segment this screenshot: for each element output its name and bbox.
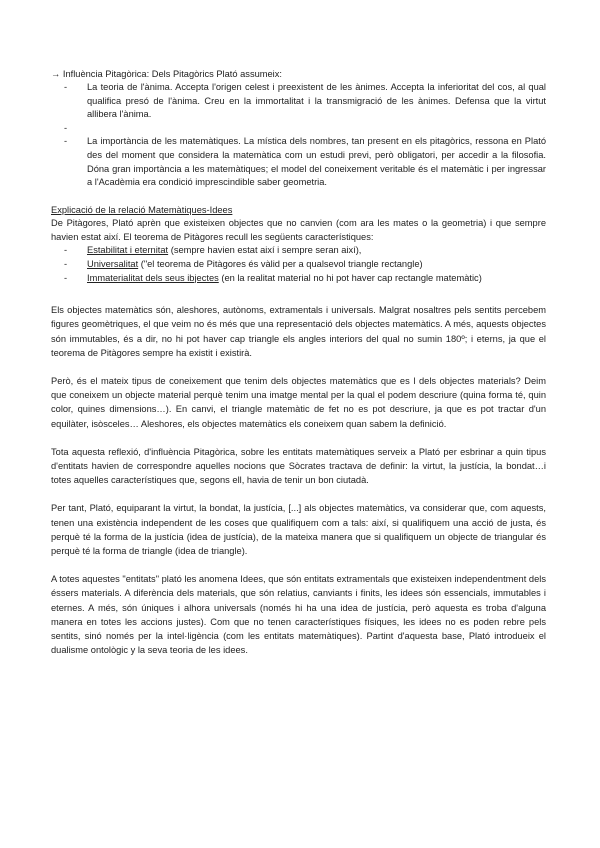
list-item — [87, 81, 546, 122]
document-body — [51, 67, 546, 657]
section-intro: De Pitàgores, Plató aprèn que existeixen objectes que no canvien (com ara les mates o la geometria) i que sempre havien estat així. El teorema de Pitàgores recull les següents característiques: — [51, 217, 546, 242]
list-item-text: - La teoria de l'ànima. Accepta l'origen celest i preexistent de les ànimes. Accepta la inferioritat del cos, al qual qualifica presó de l'ànima. Creu en la immortalitat i la transmigració de les ànimes. Defensa que la virtut allibera l'ànima. — [87, 82, 546, 120]
section-title: Explicació de la relació Matemàtiques-Idees — [51, 204, 233, 215]
traits-list — [51, 244, 546, 285]
trait-description: ("el teorema de Pitàgores és vàlid per a qualsevol triangle rectangle) — [138, 258, 423, 269]
influence-heading-text: Influència Pitagòrica: Dels Pitagòrics Plató assumeix: — [60, 69, 282, 79]
influence-list — [51, 81, 546, 190]
paragraph: Els objectes matemàtics són, aleshores, autònoms, extramentals i universals. Malgrat nosaltres pels sentits percebem figures geomètriques, el que veim no és més que una representació dels objectes matemàtics. A més, aquests objectes són immutables, és a dir, no hi pot haver cap triangle els angles interiors del qual no sumin 180º; i eterns, ja que el teorema de Pitàgores sempre ha existit i existirà. — [51, 305, 546, 358]
paragraph: Tota aquesta reflexió, d'influència Pitagòrica, sobre les entitats matemàtiques serveix a Plató per esbrinar a quin tipus d'entitats havien de correspondre aquelles nocions que Sòcrates tractava de definir: la virtut, la justícia, la bondat…i totes aquelles característiques que, segons ell, havia de tenir un bon ciutadà. — [51, 446, 546, 486]
trait-description: (en la realitat material no hi pot haver cap rectangle matemàtic) — [218, 272, 482, 283]
list-item-text: - La importància de les matemàtiques. La mística dels nombres, tan present en els pitagòrics, ressona en Plató des del moment que considera la matemàtica com un estudi previ, però obligatori, per accedir a la filosofia. Dóna gran importància a les matemàtiques; el model del coneixement veritable és el matemàtic i per ingressar a l'Acadèmia era condició imprescindible saber geometria. — [87, 136, 546, 188]
trait-term: Estabilitat i eternitat — [87, 245, 169, 256]
list-item — [87, 272, 546, 286]
list-item — [87, 258, 546, 272]
list-item — [87, 135, 546, 189]
list-item — [87, 244, 546, 258]
trait-term: Universalitat — [87, 258, 139, 269]
paragraph: Però, és el mateix tipus de coneixement que tenim dels objectes matemàtics que es l dels objectes materials? Deim que coneixem un objecte material perquè tenim una imatge mental per la qual el podem descriure (quina forma té, quin color, quines dimensions…). En canvi, el triangle matemàtic de fet no es pot descriure, ja que es pot tractar d'un equilàter, isòsceles… Aleshores, els objectes matemàtics els coneixem quan sabem la definició. — [51, 375, 546, 429]
paragraph: A totes aquestes "entitats" plató les anomena Idees, que són entitats extramentals que existeixen independentment dels éssers materials. A diferència dels materials, que són relatius, canviants i finits, les idees són essencials, immutables i eternes. A més, són úniques i alhora universals (només hi ha una idea de justícia, però aquesta es troba d'alguna manera en totes les accions justes). Com que no tenen característiques físiques, les idees no es poden rebre pels sentits, sinó només per la intel·ligència (com les entitats matemàtiques). Partint d'aquesta base, Plató introdueix el dualisme ontològic y la seva teoria de les idees. — [51, 574, 546, 656]
influence-heading — [51, 67, 546, 81]
paragraph: Per tant, Plató, equiparant la virtut, la bondat, la justícia, [...] als objectes matemàtics, va considerar que, com aquests, tenen una existència independent de les coses que qualifiquem com a tals: així, si qualifiquem una acció de justa, és perquè té la forma de la justícia (idea de justícia), de la mateixa manera que si qualifiquem un objecte de triangular és perquè té la forma de triangle (idea de triangle). — [51, 503, 546, 556]
trait-term: Immaterialitat dels seus ibjectes — [87, 272, 219, 283]
list-item-empty — [87, 122, 546, 136]
arrow-icon: → — [51, 69, 61, 79]
trait-description: (sempre havien estat així i sempre seran així), — [168, 245, 362, 256]
